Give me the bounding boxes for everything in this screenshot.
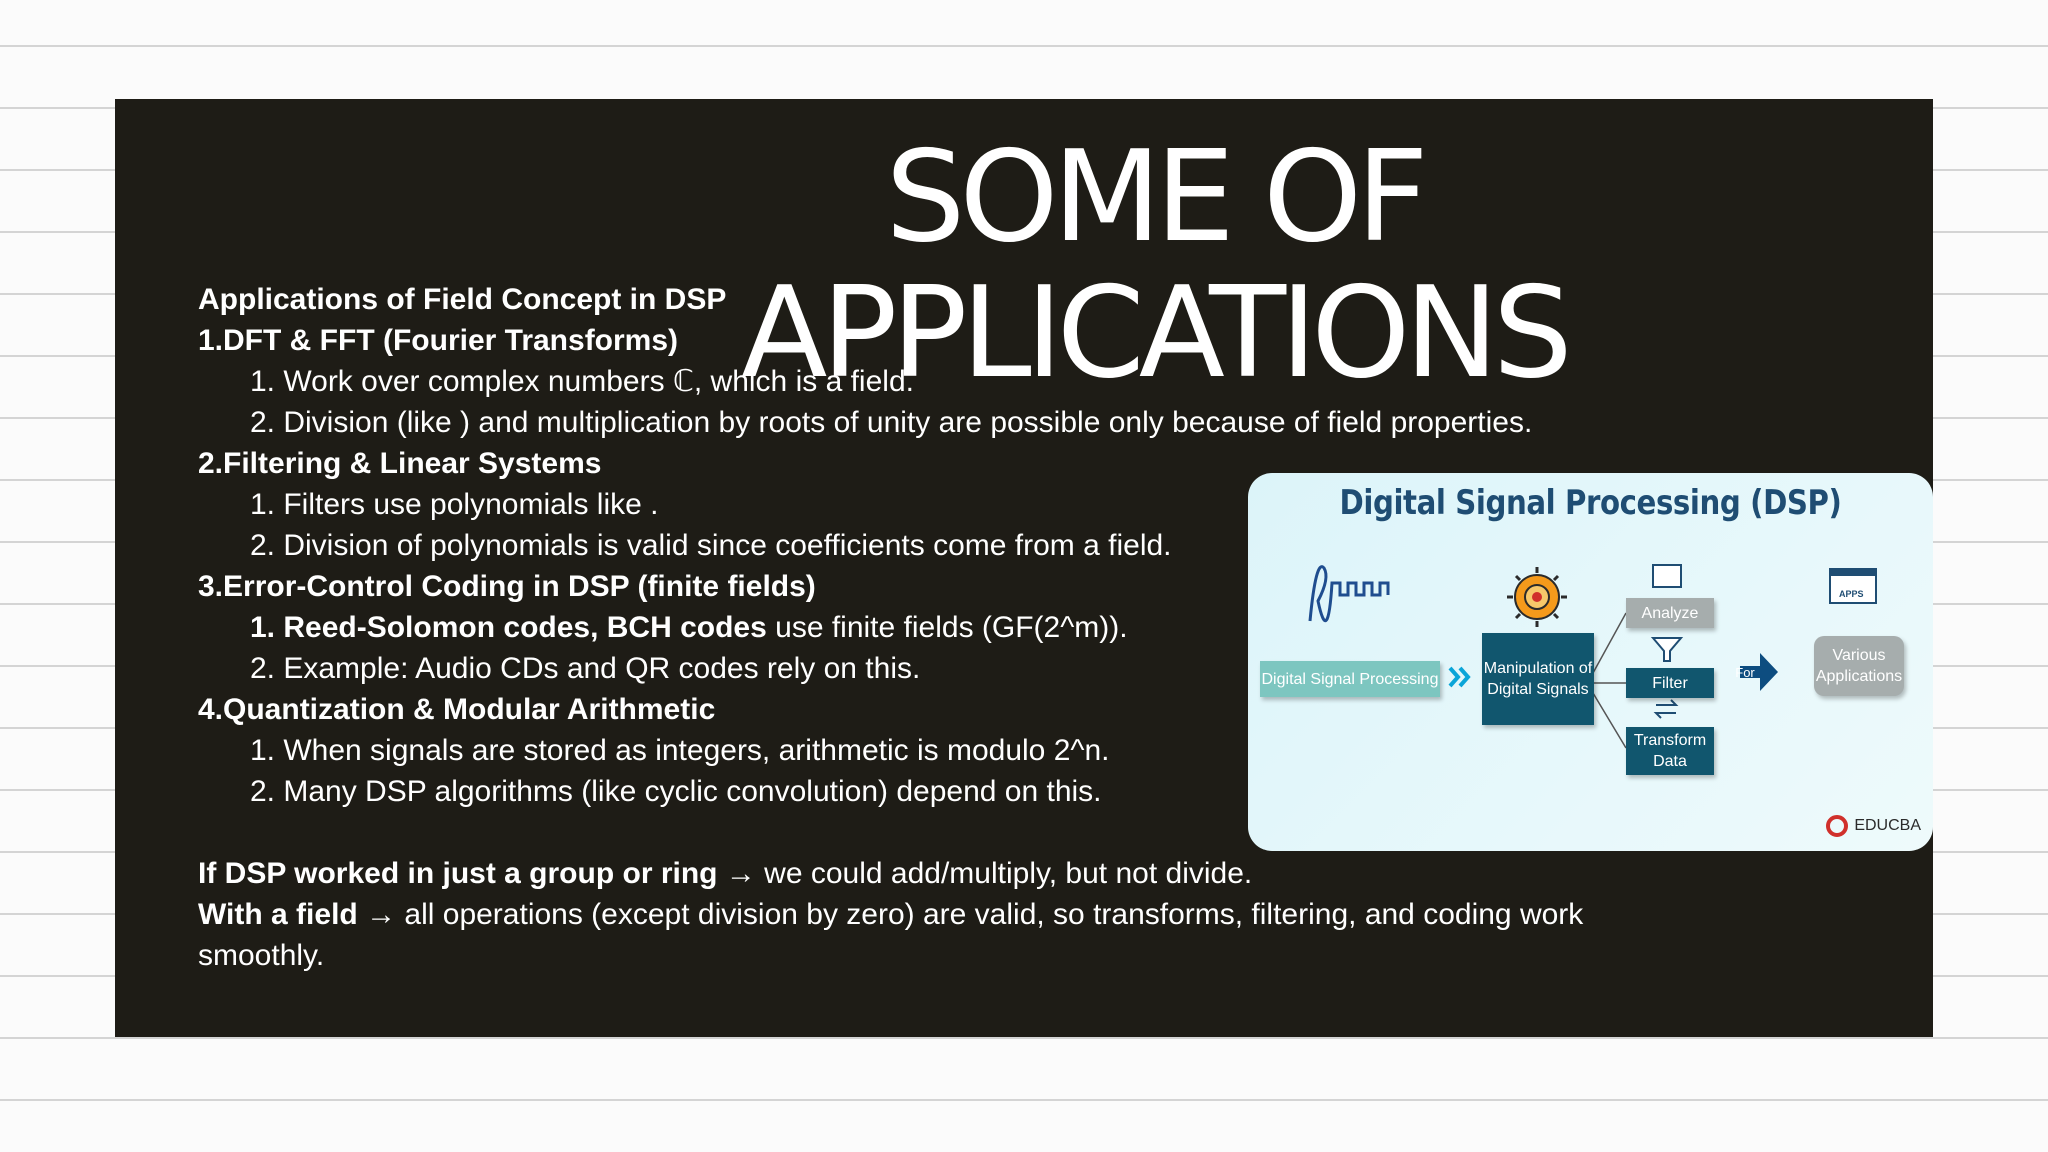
dsp-diagram-image [1248, 473, 1933, 851]
conclusion-text: → all operations (except division by zero) are valid, so transforms, filtering, and coding work smoothly. [198, 898, 1584, 972]
conclusion-line-1 [198, 853, 1718, 894]
output-box: Various Applications [1814, 636, 1904, 696]
waveform-icon [1310, 567, 1388, 621]
gear-icon [1507, 567, 1567, 627]
list-item: 1. Filters use polynomials like . [250, 488, 659, 521]
slide-heading: Applications of Field Concept in DSP [198, 283, 727, 316]
brand-name: EDUCBA [1854, 817, 1921, 834]
list-item: 1. When signals are stored as integers, arithmetic is modulo 2^n. [250, 734, 1110, 767]
section-title-2: 2.Filtering & Linear Systems [198, 447, 602, 480]
list-item: 2. Division of polynomials is valid since coefficients come from a field. [250, 529, 1172, 562]
diagram-title: Digital Signal Processing (DSP) [1339, 483, 1842, 523]
swap-icon [1656, 700, 1676, 718]
section-title-1: 1.DFT & FFT (Fourier Transforms) [198, 324, 679, 357]
list-item: 1. Work over complex numbers ℂ, which is a field. [250, 365, 914, 398]
conclusion-text: → we could add/multiply, but not divide. [717, 857, 1253, 890]
section-title-3: 3.Error-Control Coding in DSP (finite fields) [198, 570, 816, 603]
item-text: use finite fields (GF(2^m)). [766, 611, 1128, 644]
item-bold-text: Reed-Solomon codes, BCH codes [283, 611, 767, 644]
analyze-icon [1653, 565, 1681, 587]
chevron-right-icon [1450, 668, 1468, 686]
analyze-box: Analyze [1626, 598, 1714, 628]
title-line-2: APPLICATIONS [741, 259, 1567, 406]
conclusion-bold: With a field [198, 898, 358, 931]
filter-box: Filter [1626, 668, 1714, 698]
apps-label: APPS [1839, 589, 1864, 599]
brand-logo [1826, 815, 1921, 837]
conclusion-bold: If DSP worked in just a group or ring [198, 857, 718, 890]
slide [115, 99, 1933, 1037]
transform-box: Transform Data [1626, 727, 1714, 775]
list-item: 2. Division (like ) and multiplication by roots of unity are possible only because of field properties. [250, 406, 1533, 439]
list-item: 2. Example: Audio CDs and QR codes rely on this. [250, 652, 921, 685]
input-box: Digital Signal Processing [1260, 661, 1440, 697]
title-line-1: SOME OF [885, 123, 1423, 270]
funnel-icon [1653, 638, 1681, 661]
conclusion-line-2 [198, 894, 1638, 976]
list-item: 2. Many DSP algorithms (like cyclic convolution) depend on this. [250, 775, 1102, 808]
for-label: For [1735, 664, 1755, 680]
educba-logo-icon [1826, 815, 1848, 837]
center-box: Manipulation of Digital Signals [1482, 633, 1594, 725]
section-title-4: 4.Quantization & Modular Arithmetic [198, 693, 716, 726]
item-number: 1. [250, 611, 276, 644]
